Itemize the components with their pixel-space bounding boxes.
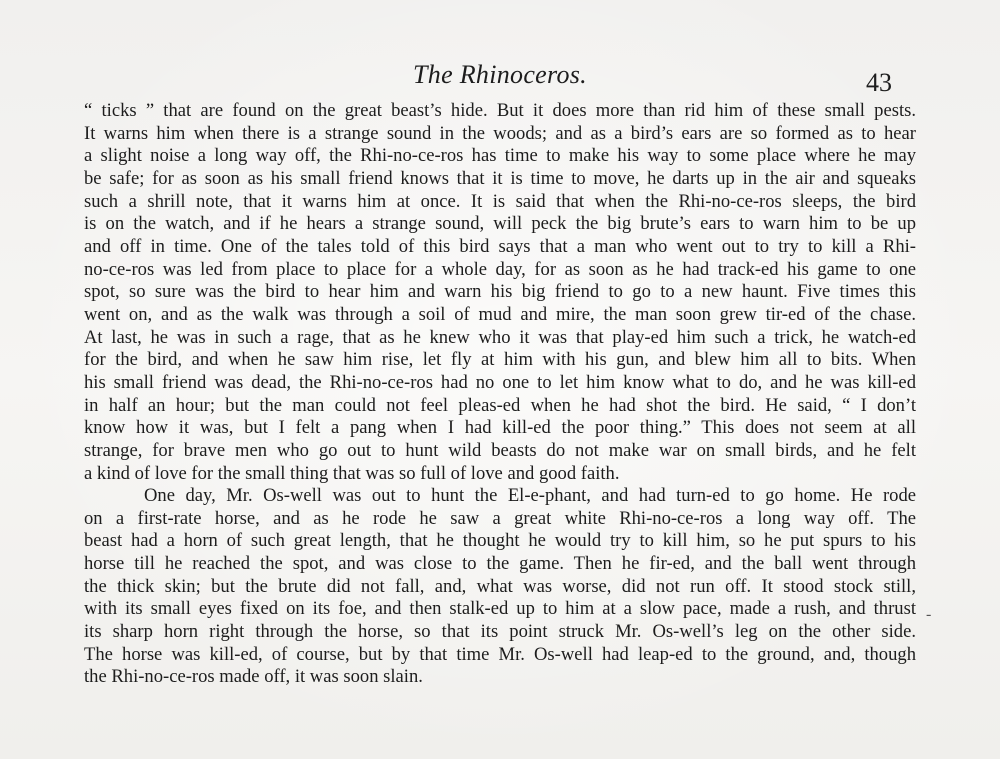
text-line: One day, Mr. Os-well was out to hunt the El-e-phant, and had turn-ed to go home. He rode	[144, 485, 916, 507]
text-line: strange, for brave men who go out to hunt wild beasts do not make war on small birds, and he felt	[84, 439, 916, 461]
body-text	[84, 100, 916, 689]
text-line: its sharp horn right through the horse, so that its point struck Mr. Os-well’s leg on the other side.	[84, 621, 916, 643]
text-line: in half an hour; but the man could not feel pleas-ed when he had shot the bird. He said, “ I don’t	[84, 394, 916, 416]
text-line: his small friend was dead, the Rhi-no-ce-ros had no one to let him know what to do, and he was kill-ed	[84, 371, 916, 393]
text-line: spot, so sure was the bird to hear him and warn his big friend to go to a new haunt. Five times this	[84, 281, 916, 303]
text-line: the thick skin; but the brute did not fall, and, what was worse, did not run off. It stood stock still,	[84, 575, 916, 597]
text-line: a kind of love for the small thing that was so full of love and good faith.	[84, 462, 620, 484]
text-line: know how it was, but I felt a pang when I had kill-ed the poor thing.” This does not seem at all	[84, 417, 916, 439]
text-line: no-ce-ros was led from place to place for a whole day, for as soon as he had track-ed his game to one	[84, 258, 916, 280]
text-line: went on, and as the walk was through a soil of mud and mire, the man soon grew tir-ed of the chase.	[84, 303, 916, 325]
text-line: The horse was kill-ed, of course, but by that time Mr. Os-well had leap-ed to the ground, and, though	[84, 643, 916, 665]
text-line: is on the watch, and if he hears a strange sound, will peck the big brute’s ears to warn him to be up	[84, 213, 916, 235]
text-line: It warns him when there is a strange sound in the woods; and as a bird’s ears are so formed as to hear	[84, 122, 916, 144]
text-line: such a shrill note, that it warns him at once. It is said that when the Rhi-no-ce-ros sleeps, the bird	[84, 190, 916, 212]
text-line: a slight noise a long way off, the Rhi-no-ce-ros has time to make his way to some place where he may	[84, 145, 916, 167]
text-line: be safe; for as soon as his small friend knows that it is time to move, he darts up in the air and squeaks	[84, 167, 916, 189]
text-line: the Rhi-no-ce-ros made off, it was soon slain.	[84, 666, 423, 688]
text-line: with its small eyes fixed on its foe, and then stalk-ed up to him at a slow pace, made a rush, and thrust	[84, 598, 916, 620]
margin-mark: -	[926, 606, 932, 623]
text-line: “ ticks ” that are found on the great beast’s hide. But it does more than rid him of these small pests.	[84, 100, 916, 121]
text-line: beast had a horn of such great length, that he thought he would try to kill him, so he put spurs to his	[84, 530, 916, 552]
text-line: on a first-rate horse, and as he rode he saw a great white Rhi-no-ce-ros a long way off. The	[84, 507, 916, 529]
text-line: and off in time. One of the tales told of this bird says that a man who went out to try to kill a Rhi-	[84, 235, 916, 257]
paragraph	[84, 100, 916, 485]
text-line: for the bird, and when he saw him rise, let fly at him with his gun, and blew him all to bits. When	[84, 349, 916, 371]
running-title: The Rhinoceros.	[413, 60, 587, 89]
text-line: horse till he reached the spot, and was close to the game. Then he fir-ed, and the ball went through	[84, 553, 916, 575]
page-number: 43	[866, 68, 892, 97]
page-header	[0, 58, 1000, 98]
paragraph	[84, 485, 916, 689]
text-line: At last, he was in such a rage, that as he knew who it was that play-ed him such a trick, he watch-ed	[84, 326, 916, 348]
